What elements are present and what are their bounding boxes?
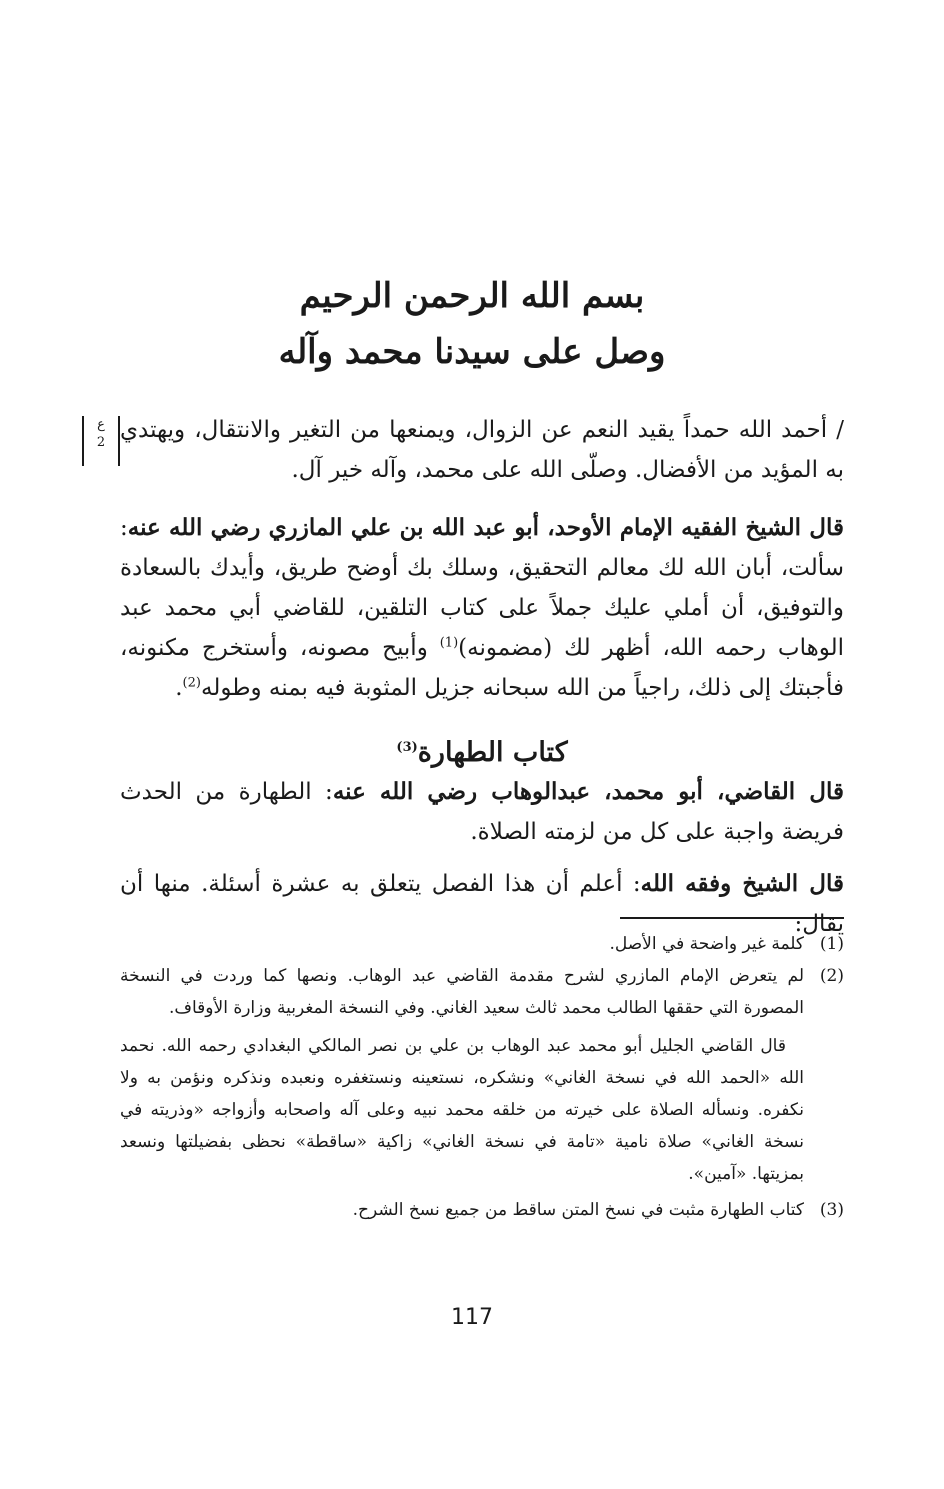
qadi-statement-lead: قال القاضي، أبو محمد، عبدالوهاب رضي الله عنه <box>332 778 845 805</box>
footnote-ref-1: (1) <box>439 635 459 651</box>
folio-number: 2 <box>96 435 106 450</box>
page-number: 117 <box>451 1305 493 1330</box>
footnote-2-text: لم يتعرض الإمام المازري لشرح مقدمة القاضي عبد الوهاب. ونصها كما وردت في النسخة المصورة التي حققها الطالب محمد ثالث سعيد الغاني. وفي النسخة المغربية وزارة الأوقاف. <box>120 966 804 1018</box>
footnote-3 <box>120 1194 844 1226</box>
footnotes-section <box>120 928 844 1226</box>
footnote-2 <box>120 960 844 1024</box>
qadi-statement-body: : الطهارة من الحدث فريضة واجبة على كل من لزمته الصلاة. <box>120 779 844 845</box>
footnote-1-text: كلمة غير واضحة في الأصل. <box>609 934 804 954</box>
basmala-heading: بسم الله الرحمن الرحيم <box>299 276 645 316</box>
footnote-1 <box>120 928 844 960</box>
author-intro-text <box>120 508 844 708</box>
folio-letter: ع <box>97 417 105 432</box>
footnote-3-number: (3) <box>819 1200 844 1220</box>
footnote-ref-3: (3) <box>396 740 418 755</box>
opening-paragraph <box>120 410 844 490</box>
author-intro-body-a: : سألت، أبان الله لك معالم التحقيق، وسلك بك أوضح طريق، وأيدك بالسعادة والتوفيق، أن أملي عليك جملاً على كتاب التلقين، للقاضي أبي محمد عبد الوهاب رحمه الله، أظهر لك (مضمونه) <box>120 515 844 661</box>
footnote-2-number: (2) <box>819 966 844 986</box>
footnote-2-quote: قال القاضي الجليل أبو محمد عبد الوهاب بن علي بن نصر المالكي البغدادي رحمه الله. نحمد الله «الحمد الله في نسخة الغاني» ونشكره، نستعينه ونستغفره ونعبده ونذكره ونؤمن به ولا نكفره. ونسأله الصلاة على خيرته من خلقه محمد نبيه وعلى آله واصحابه وأزواجه «وذريته في نسخة الغاني» صلاة نامية «تامة في نسخة الغاني» زاكية «ساقطة» نحظى بفضيلتها ونسعد بمزيتها. «آمين». <box>120 1036 804 1184</box>
shaykh-commentary-body: : أعلم أن هذا الفصل يتعلق به عشرة أسئلة. منها أن يقال: <box>120 871 844 937</box>
footnote-3-text: كتاب الطهارة مثبت في نسخ المتن ساقط من جميع نسخ الشرح. <box>352 1200 804 1220</box>
chapter-title <box>120 732 844 774</box>
chapter-title-text: كتاب الطهارة <box>417 737 568 768</box>
footnote-ref-2: (2) <box>182 675 201 691</box>
qadi-statement-paragraph <box>120 772 844 852</box>
author-intro-body-c: . <box>175 675 183 701</box>
opening-text: / أحمد الله حمداً يقيد النعم عن الزوال، ويمنعها من التغير والانتقال، ويهتدي به المؤيد من الأفضال. وصلّى الله على محمد، وآله خير آل. <box>120 417 844 483</box>
salutation-heading: وصل على سيدنا محمد وآله <box>278 332 666 372</box>
author-intro-paragraph <box>120 508 844 708</box>
shaykh-commentary-lead: قال الشيخ وفقه الله <box>640 870 844 897</box>
author-intro-lead: قال الشيخ الفقيه الإمام الأوحد، أبو عبد الله بن علي المازري رضي الله عنه <box>127 514 844 541</box>
qadi-statement-text <box>120 772 844 852</box>
footnote-1-number: (1) <box>819 934 844 954</box>
manuscript-folio-marker <box>82 416 120 466</box>
author-intro-body-b: وأبيح مصونه، وأستخرج مكنونه، فأجبتك إلى ذلك، راجياً من الله سبحانه جزيل المثوبة فيه بمنه وطوله <box>120 635 844 701</box>
footnote-separator <box>620 917 844 919</box>
